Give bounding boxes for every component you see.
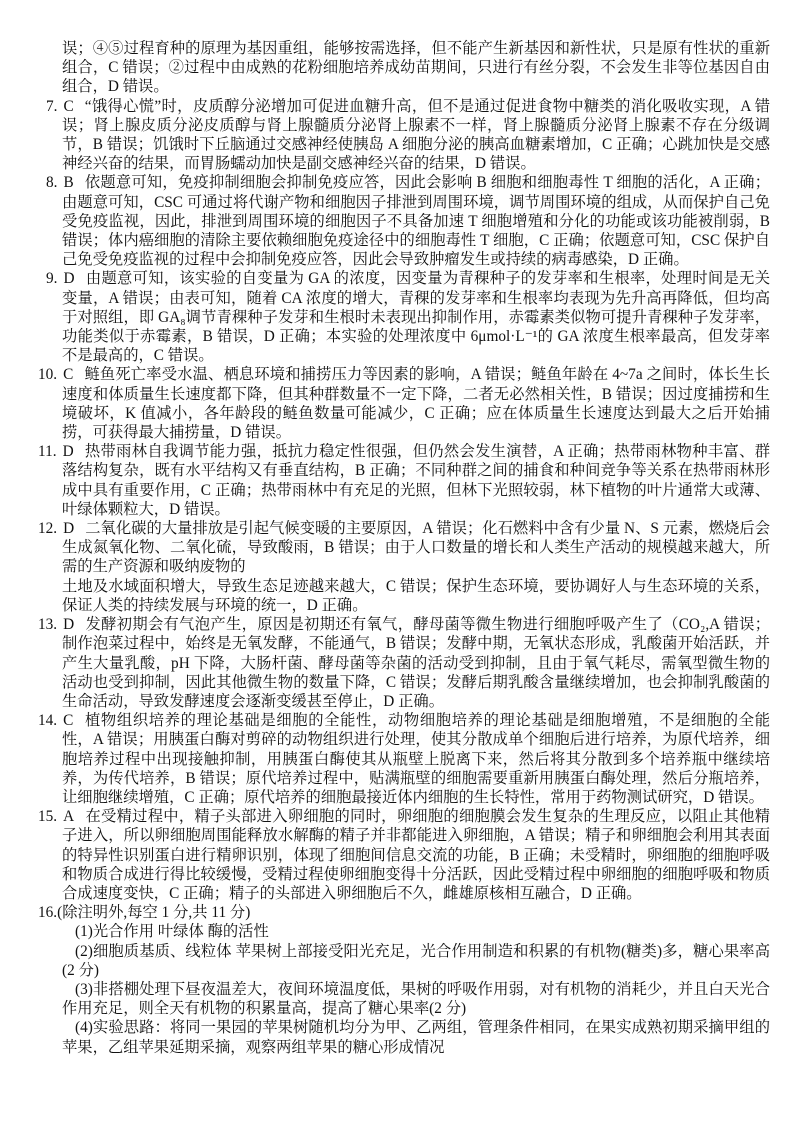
answer-item-11 [38, 442, 770, 519]
item-answer: D [63, 520, 75, 538]
item-number: 8. [46, 174, 58, 192]
item-explanation: 在受精过程中，精子头部进入卵细胞的同时，卵细胞的细胞膜会发生复杂的生理反应，以阻止其他精子进入，所以卵细胞周围能释放水解酶的精子并非都能进入卵细胞，A 错误；精子和卵细胞会利用其表面的特异性识别蛋白进行精卵识别，体现了细胞间信息交流的功能，B 正确；未受精时，卵细胞的细胞呼吸和物质合成进行得比较缓慢，受精过程使卵细胞变得十分活跃，因此受精过程中卵细胞的细胞呼吸和物质合成速度变快，C 正确；精子的头部进入卵细胞后不久，雌雄原核相互融合，D 正确。 [62, 808, 770, 902]
item-explanation-continued: 土地及水域面积增大，导致生态足迹越来越大，C 错误；保护生态环境，要协调好人与生态环境的关系，保证人类的持续发展与环境的统一，D 正确。 [62, 577, 770, 614]
item-answer: C [63, 712, 74, 730]
item-explanation: “饿得心慌”时，皮质醇分泌增加可促进血糖升高，但不是通过促进食物中糖类的消化吸收实现，A 错误；肾上腺皮质分泌皮质醇与肾上腺髓质分泌肾上腺素不一样，肾上腺髓质分泌肾上腺素不存在分级调节，B 错误；饥饿时下丘脑通过交感神经使胰岛 A 细胞分泌的胰高血糖素增加，C 正确；心跳加快是交感神经兴奋的结果，而胃肠蠕动加快是副交感神经兴奋的结果，D 错误。 [62, 97, 770, 173]
item-answer: D [63, 616, 75, 634]
answer-item-16-header: 16.(除注明外,每空 1 分,共 11 分) [38, 904, 251, 922]
item-explanation: 热带雨林自我调节能力强，抵抗力稳定性很强，但仍然会发生演替，A 正确；热带雨林物种丰富、群落结构复杂，既有水平结构又有垂直结构，B 正确；不同种群之间的捕食和种间竞争等关系在热带雨林形成中具有重要作用，C 正确；热带雨林中有充足的光照，但林下光照较弱，林下植物的叶片通常大或薄、叶绿体颗粒大，D 错误。 [62, 443, 770, 518]
item-number: 13. [38, 616, 58, 634]
item-answer: D [62, 443, 74, 461]
item-answer: D [63, 270, 75, 288]
answer-item-7 [38, 97, 770, 174]
answer-item-9 [38, 269, 770, 365]
item-explanation: 植物组织培养的理论基础是细胞的全能性，动物细胞培养的理论基础是细胞增殖，不是细胞的全能性，A 错误；用胰蛋白酶对剪碎的动物组织进行处理，使其分散成单个细胞后进行培养，为原代培养，细胞培养过程中出现接触抑制，用胰蛋白酶使其从瓶壁上脱离下来，然后将其分散到多个培养瓶中继续培养，为传代培养，B 错误；原代培养过程中，贴满瓶壁的细胞需要重新用胰蛋白酶处理，然后分瓶培养，让细胞继续增殖，C 正确；原代培养的细胞最接近体内细胞的生长特性，常用于药物测试研究，D 错误。 [62, 712, 770, 806]
item-number: 12. [38, 520, 58, 538]
item-number: 14. [38, 712, 58, 730]
item-number: 15. [38, 808, 58, 826]
item-answer: B [63, 174, 74, 192]
answer-item-12 [38, 519, 770, 615]
item-explanation: 二氧化碳的大量排放是引起气候变暖的主要原因，A 错误；化石燃料中含有少量 N、S 元素，燃烧后会生成氮氧化物、二氧化硫，导致酸雨，B 错误；由于人口数量的增长和人类生产活动的规模越来越大，所需的生产资源和吸纳废物的 [62, 520, 770, 576]
answer-item-8 [38, 173, 770, 269]
answer-item-10 [38, 365, 770, 442]
item-explanation: 依题意可知，免疫抑制细胞会抑制免疫应答，因此会影响 B 细胞和细胞毒性 T 细胞的活化，A 正确；由题意可知，CSC 可通过将代谢产物和细胞因子排泄到周围环境，调节周围环境的组成，从而保护自己免受免疫监视，因此，排泄到周围环境的细胞因子不具备加速 T 细胞增殖和分化的功能或该功能被削弱，B 错误；体内癌细胞的清除主要依赖细胞免疫途径中的细胞毒性 T 细胞，C 正确；依题意可知，CSC 保护自己免受免疫监视的过程中会抑制免疫应答，因此会导致肿瘤发生或持续的病毒感染，D 正确。 [62, 174, 770, 269]
answer-16-part-1: (1)光合作用 叶绿体 酶的活性 [75, 923, 269, 941]
continuation-paragraph: 误；④⑤过程育种的原理为基因重组，能够按需选择，但不能产生新基因和新性状，只是原有性状的重新组合，C 错误；②过程中由成熟的花粉细胞培养成幼苗期间，只进行有丝分裂，不会发生非等位基因自由组合，D 错误。 [62, 40, 770, 96]
item-explanation: 鲢鱼死亡率受水温、栖息环境和捕捞压力等因素的影响，A 错误；鲢鱼年龄在 4~7a 之间时，体长生长速度和体质量生长速度都下降，但其种群数量不一定下降，二者无必然相关性，B 错误；因过度捕捞和生境破坏，K 值减小，各年龄段的鲢鱼数量可能减少，C 正确；应在体质量生长速度达到最大之后开始捕捞，可获得最大捕捞量，D 错误。 [62, 366, 770, 442]
item-explanation: 发酵初期会有气泡产生，原因是初期还有氧气，酵母菌等微生物进行细胞呼吸产生了（CO₂,A 错误；制作泡菜过程中，始终是无氧发酵，不能通气，B 错误；发酵中期，无氧状态形成，乳酸菌开始活跃，并产生大量乳酸，pH 下降，大肠杆菌、酵母菌等杂菌的活动受到抑制，且由于氧气耗尽，需氧型微生物的活动也受到抑制，因此其他微生物的数量下降，C 错误；发酵后期乳酸含量继续增加，也会抑制乳酸菌的生命活动，导致发酵速度会逐渐变缓甚至停止，D 正确。 [62, 616, 770, 710]
answer-16-part-2: (2)细胞质基质、线粒体 苹果树上部接受阳光充足，光合作用制造和积累的有机物(糖类)多，糖心果率高(2 分) [62, 942, 770, 979]
answer-item-14 [38, 711, 770, 807]
item-number: 10. [38, 366, 58, 384]
answer-16-part-4: (4)实验思路：将同一果园的苹果树随机均分为甲、乙两组，管理条件相同，在果实成熟初期采摘甲组的苹果，乙组苹果延期采摘，观察两组苹果的糖心形成情况 [62, 1019, 770, 1056]
item-number: 7. [46, 97, 58, 115]
item-number: 9. [46, 270, 58, 288]
item-answer: C [63, 366, 74, 384]
item-number: 11. [38, 443, 57, 461]
answer-item-15 [38, 807, 770, 903]
answer-item-13 [38, 615, 770, 711]
item-explanation: 由题意可知，该实验的自变量为 GA 的浓度，因变量为青稞种子的发芽率和生根率，处理时间是无关变量，A 错误；由表可知，随着 CA 浓度的增大，青稞的发芽率和生根率均表现为先升高再降低，但均高于对照组，即 GA₈调节青稞种子发芽和生根时未表现出抑制作用，赤霉素类似物可提升青稞种子发芽率，功能类似于赤霉素，B 错误，D 正确；本实验的处理浓度中 6μmol·L⁻¹的 GA 浓度生根率最高，但发芽率不是最高的，C 错误。 [62, 270, 770, 365]
answer-16-part-3: (3)非搭棚处理下昼夜温差大，夜间环境温度低，果树的呼吸作用弱，对有机物的消耗少，并且白天光合作用充足，则全天有机物的积累量高，提高了糖心果率(2 分) [62, 980, 770, 1018]
item-answer: A [63, 808, 75, 826]
item-answer: C [63, 97, 74, 115]
